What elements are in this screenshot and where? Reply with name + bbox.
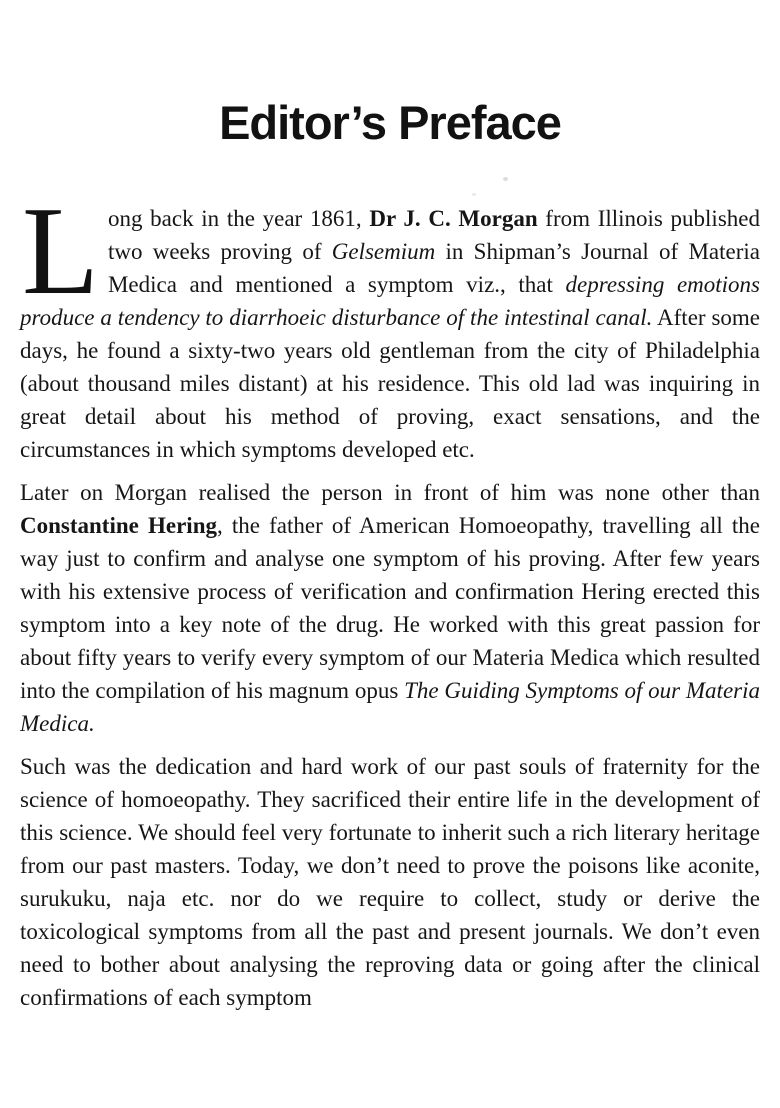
text-segment-normal: in Shipman’s Journal of Materia Medica and mentioned a symptom viz., that (107, 239, 760, 297)
preface-paragraphs (20, 182, 761, 1014)
drop-cap-letter: L (22, 182, 99, 321)
paragraph (20, 476, 760, 740)
text-segment-normal: , the father of American Homoeopathy, travelling all the way just to confirm and analyse one symptom of his proving. After few years with his extensive process of verification and confirmation Hering erected this symptom into a key note of the drug. He worked with this great passion for about fifty years to verify every symptom of our Materia Medica which resulted into the compilation of his magnum opus (20, 513, 761, 703)
text-segment-italic: depressing emotions produce a tendency to diarrhoeic disturbance of the intestinal canal. (20, 272, 760, 330)
scan-speck (503, 177, 508, 181)
text-segment-normal: After some days, he found a sixty-two years old gentleman from the city of Philadelphia (about thousand miles distant) at his residence. This old lad was inquiring in great detail about his method of proving, exact sensations, and the circumstances in which symptoms developed etc. (20, 305, 761, 462)
scan-speck (472, 193, 476, 196)
text-segment-normal: from Illinois published two weeks proving of (107, 206, 760, 264)
paragraph (20, 182, 761, 466)
paragraph (20, 750, 760, 1014)
text-segment-italic: The Guiding Symptoms of our Materia Medica. (20, 678, 760, 736)
text-segment-normal: Such was the dedication and hard work of our past souls of fraternity for the science of homoeopathy. They sacrificed their entire life in the development of this science. We should feel very fortunate to inherit such a rich literary heritage from our past masters. Today, we don’t need to prove the poisons like aconite, surukuku, naja etc. nor do we require to collect, study or derive the toxicological symptoms from all the past and present journals. We don’t even need to bother about analysing the reproving data or going after the clinical confirmations of each symptom (20, 754, 760, 1010)
text-segment-bold: Constantine Hering (20, 513, 217, 538)
text-segment-normal: ong back in the year 1861, (107, 206, 370, 231)
text-segment-italic: Gelsemium (331, 239, 436, 264)
text-segment-bold: Dr J. C. Morgan (369, 206, 538, 231)
text-segment-normal: Later on Morgan realised the person in front of him was none other than (20, 480, 760, 505)
page-title: Editor’s Preface (219, 96, 561, 149)
